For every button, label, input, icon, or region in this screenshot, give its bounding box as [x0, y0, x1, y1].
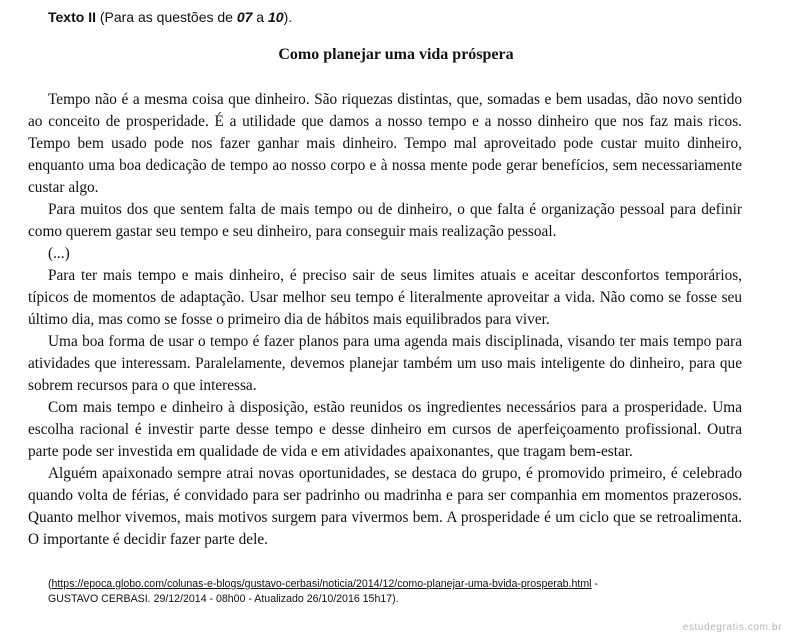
- text-label: Texto II: [48, 9, 96, 25]
- ellipsis-marker: (...): [48, 245, 70, 262]
- question-to: 10: [268, 9, 284, 25]
- source-open-paren: (: [48, 578, 52, 590]
- source-link[interactable]: https://epoca.globo.com/colunas-e-blogs/gustavo-cerbasi/noticia/2014/12/como-planejar-uma-bvida-prosperab.html: [51, 578, 592, 590]
- header-between: a: [252, 9, 268, 25]
- paragraph: Para ter mais tempo e mais dinheiro, é preciso sair de seus limites atuais e aceitar desconfortos temporários, típicos de momentos de adaptação. Usar melhor seu tempo é literalmente aproveitar a vida. Não como se fosse seu último dia, mas como se fosse o primeiro dia de hábitos mais equilibrados para viver.: [28, 267, 742, 328]
- paragraph: Uma boa forma de usar o tempo é fazer planos para uma agenda mais disciplinada, visando ter mais tempo para atividades que interessam. Paralelamente, devemos planejar também um uso mais inteligente do dinheiro, para que sobrem recursos para o que interessa.: [28, 333, 742, 394]
- site-watermark: estudegratis.com.br: [682, 622, 782, 633]
- source-byline: GUSTAVO CERBASI. 29/12/2014 - 08h00 - Atualizado 26/10/2016 15h17).: [48, 593, 399, 605]
- header-suffix: ).: [283, 9, 293, 25]
- question-from: 07: [236, 9, 253, 25]
- header-prefix: (Para as questões de: [95, 9, 237, 25]
- source-dash: -: [591, 578, 599, 590]
- paragraph: Para muitos dos que sentem falta de mais tempo ou de dinheiro, o que falta é organização pessoal para definir como querem gastar seu tempo e seu dinheiro, para conseguir mais realização pessoal.: [28, 201, 742, 240]
- paragraph: Tempo não é a mesma coisa que dinheiro. São riquezas distintas, que, somadas e bem usadas, dão novo sentido ao conceito de prosperidade. É a utilidade que damos a nosso tempo e a nosso dinheiro que nos faz mais ricos. Tempo bem usado pode nos fazer ganhar mais dinheiro. Tempo mal aproveitado pode custar muito dinheiro, enquanto uma boa dedicação de tempo ao nosso corpo e à nossa mente pode gerar benefícios, sem necessariamente custar algo.: [28, 91, 742, 196]
- paragraph: Com mais tempo e dinheiro à disposição, estão reunidos os ingredientes necessários para a prosperidade. Uma escolha racional é investir parte desse tempo e desse dinheiro em cursos de aperfeiçoamento profissional. Outra parte pode ser investida em qualidade de vida e em atividades apaixonantes, que tragam bem-estar.: [28, 399, 742, 460]
- question-header: [48, 7, 292, 27]
- article-title: Como planejar uma vida próspera: [278, 46, 514, 63]
- paragraph: Alguém apaixonado sempre atrai novas oportunidades, se destaca do grupo, é promovido primeiro, é celebrado quando volta de férias, é convidado para ser padrinho ou madrinha e para ser companhia em momentos prazerosos. Quanto melhor vivemos, mais motivos surgem para vivermos bem. A prosperidade é um ciclo que se retroalimenta. O importante é decidir fazer parte dele.: [28, 465, 742, 548]
- article-body: [28, 89, 742, 551]
- source-citation: [48, 577, 748, 607]
